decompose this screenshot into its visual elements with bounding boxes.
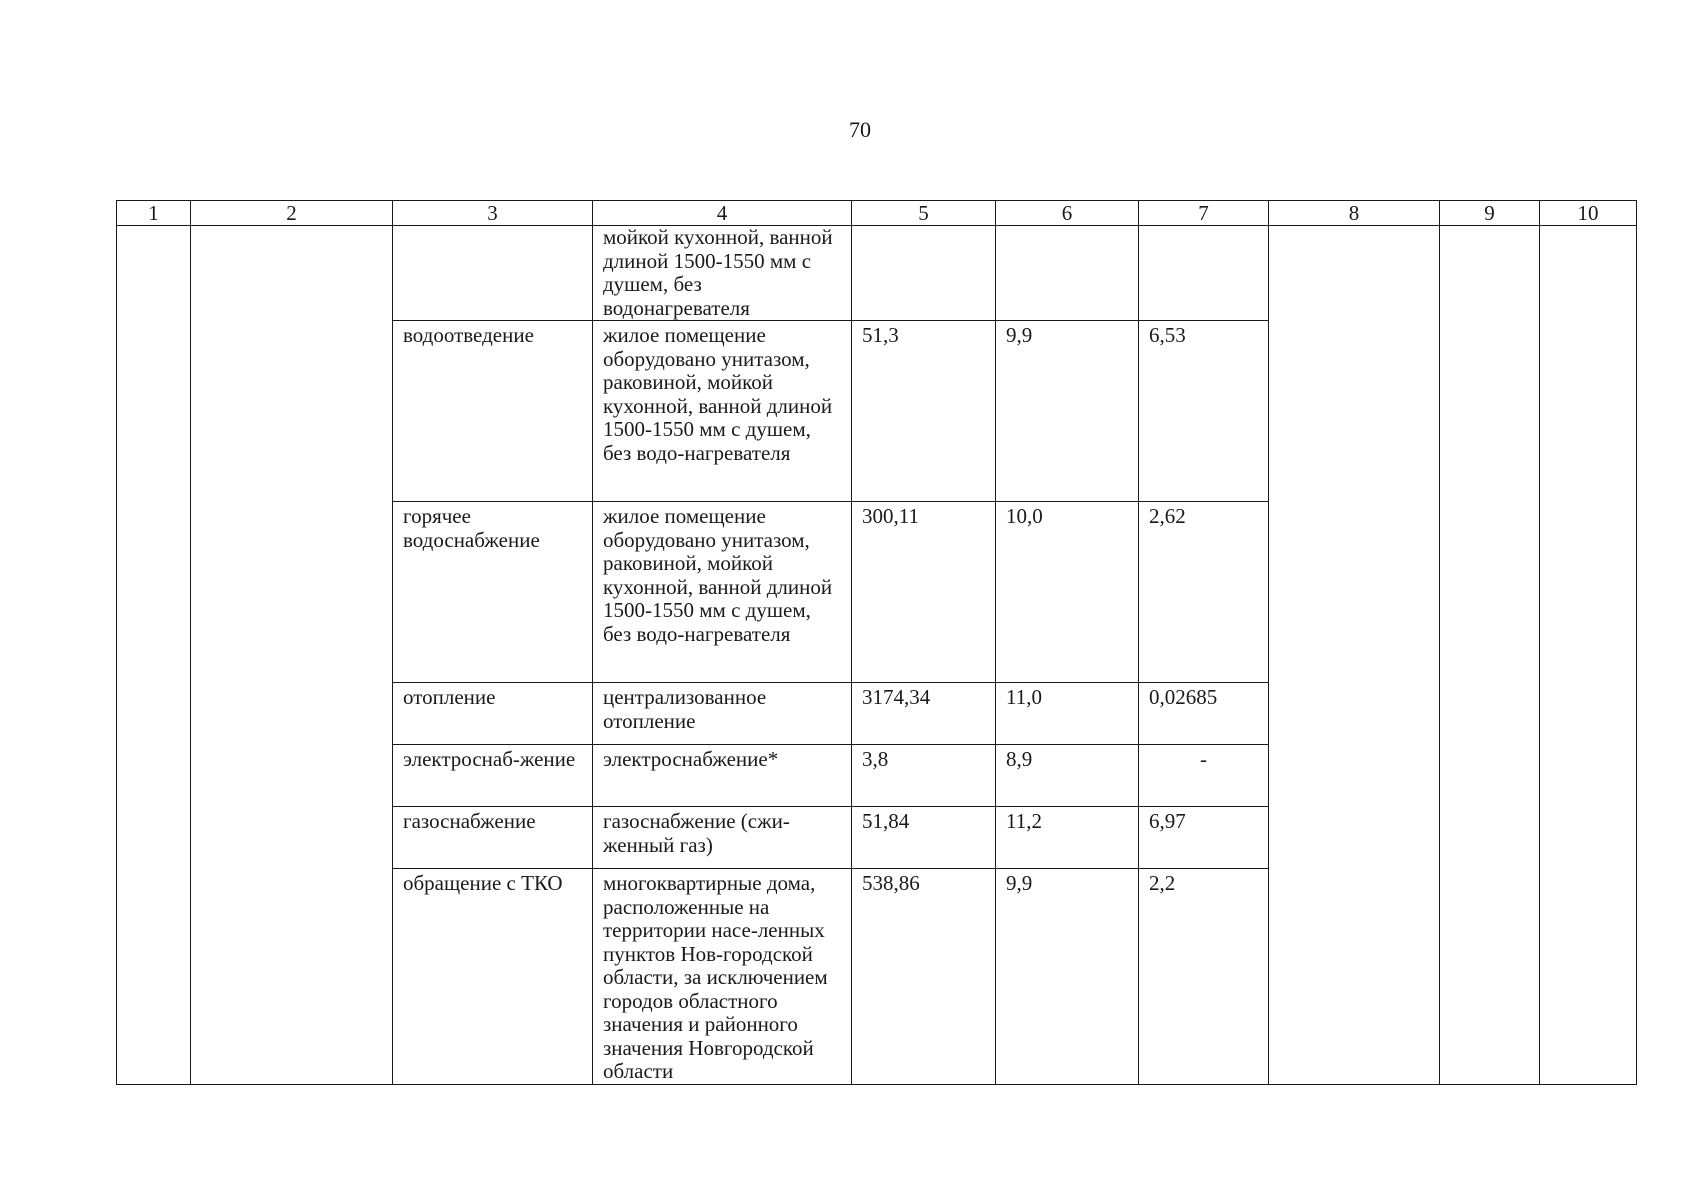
cell-description: газоснабжение (сжи-женный газ) <box>593 807 852 869</box>
cell-col5: 51,84 <box>852 807 996 869</box>
cell-col6: 10,0 <box>996 502 1139 683</box>
cell-description: многоквартирные дома, расположенные на территории насе-ленных пунктов Нов-городской области, за исключением городов областного значения и районного значения Новгородской области <box>593 869 852 1085</box>
cell-col7: 2,2 <box>1139 869 1269 1085</box>
cell-service: газоснабжение <box>393 807 593 869</box>
cell-col9-empty <box>1440 226 1540 1085</box>
cell-service: отопление <box>393 683 593 745</box>
cell-col10-empty <box>1540 226 1637 1085</box>
cell-col6: 8,9 <box>996 745 1139 807</box>
table-row <box>117 226 1637 321</box>
cell-service: обращение с ТКО <box>393 869 593 1085</box>
cell-description: централизованное отопление <box>593 683 852 745</box>
column-header: 2 <box>191 201 393 226</box>
page-number: 70 <box>849 117 871 142</box>
cell-col5 <box>852 226 996 321</box>
cell-col7: 0,02685 <box>1139 683 1269 745</box>
cell-service: горячее водоснабжение <box>393 502 593 683</box>
cell-service: водоотведение <box>393 321 593 502</box>
cell-col5: 3174,34 <box>852 683 996 745</box>
column-header: 8 <box>1269 201 1440 226</box>
cell-col7: 2,62 <box>1139 502 1269 683</box>
column-header: 4 <box>593 201 852 226</box>
cell-col7: - <box>1139 745 1269 807</box>
column-number-row <box>117 201 1637 226</box>
cell-col6: 11,2 <box>996 807 1139 869</box>
cell-col8-empty <box>1269 226 1440 1085</box>
column-header: 9 <box>1440 201 1540 226</box>
column-header: 6 <box>996 201 1139 226</box>
column-header: 10 <box>1540 201 1637 226</box>
column-header: 3 <box>393 201 593 226</box>
cell-col1-empty <box>117 226 191 1085</box>
cell-col6: 9,9 <box>996 321 1139 502</box>
column-header: 5 <box>852 201 996 226</box>
cell-description: мойкой кухонной, ванной длиной 1500-1550 мм с душем, без водонагревателя <box>593 226 852 321</box>
column-header: 7 <box>1139 201 1269 226</box>
cell-description: электроснабжение* <box>593 745 852 807</box>
cell-col6: 9,9 <box>996 869 1139 1085</box>
cell-col5: 538,86 <box>852 869 996 1085</box>
cell-col7: 6,97 <box>1139 807 1269 869</box>
cell-description: жилое помещение оборудовано унитазом, раковиной, мойкой кухонной, ванной длиной 1500-1550 мм с душем, без водо-нагревателя <box>593 321 852 502</box>
cell-col7: 6,53 <box>1139 321 1269 502</box>
cell-col6: 11,0 <box>996 683 1139 745</box>
cell-service <box>393 226 593 321</box>
column-header: 1 <box>117 201 191 226</box>
tariff-table <box>116 200 1637 1085</box>
cell-description: жилое помещение оборудовано унитазом, раковиной, мойкой кухонной, ванной длиной 1500-1550 мм с душем, без водо-нагревателя <box>593 502 852 683</box>
cell-col7 <box>1139 226 1269 321</box>
cell-service: электроснаб-жение <box>393 745 593 807</box>
cell-col2-empty <box>191 226 393 1085</box>
cell-col6 <box>996 226 1139 321</box>
cell-col5: 300,11 <box>852 502 996 683</box>
cell-col5: 3,8 <box>852 745 996 807</box>
cell-col5: 51,3 <box>852 321 996 502</box>
